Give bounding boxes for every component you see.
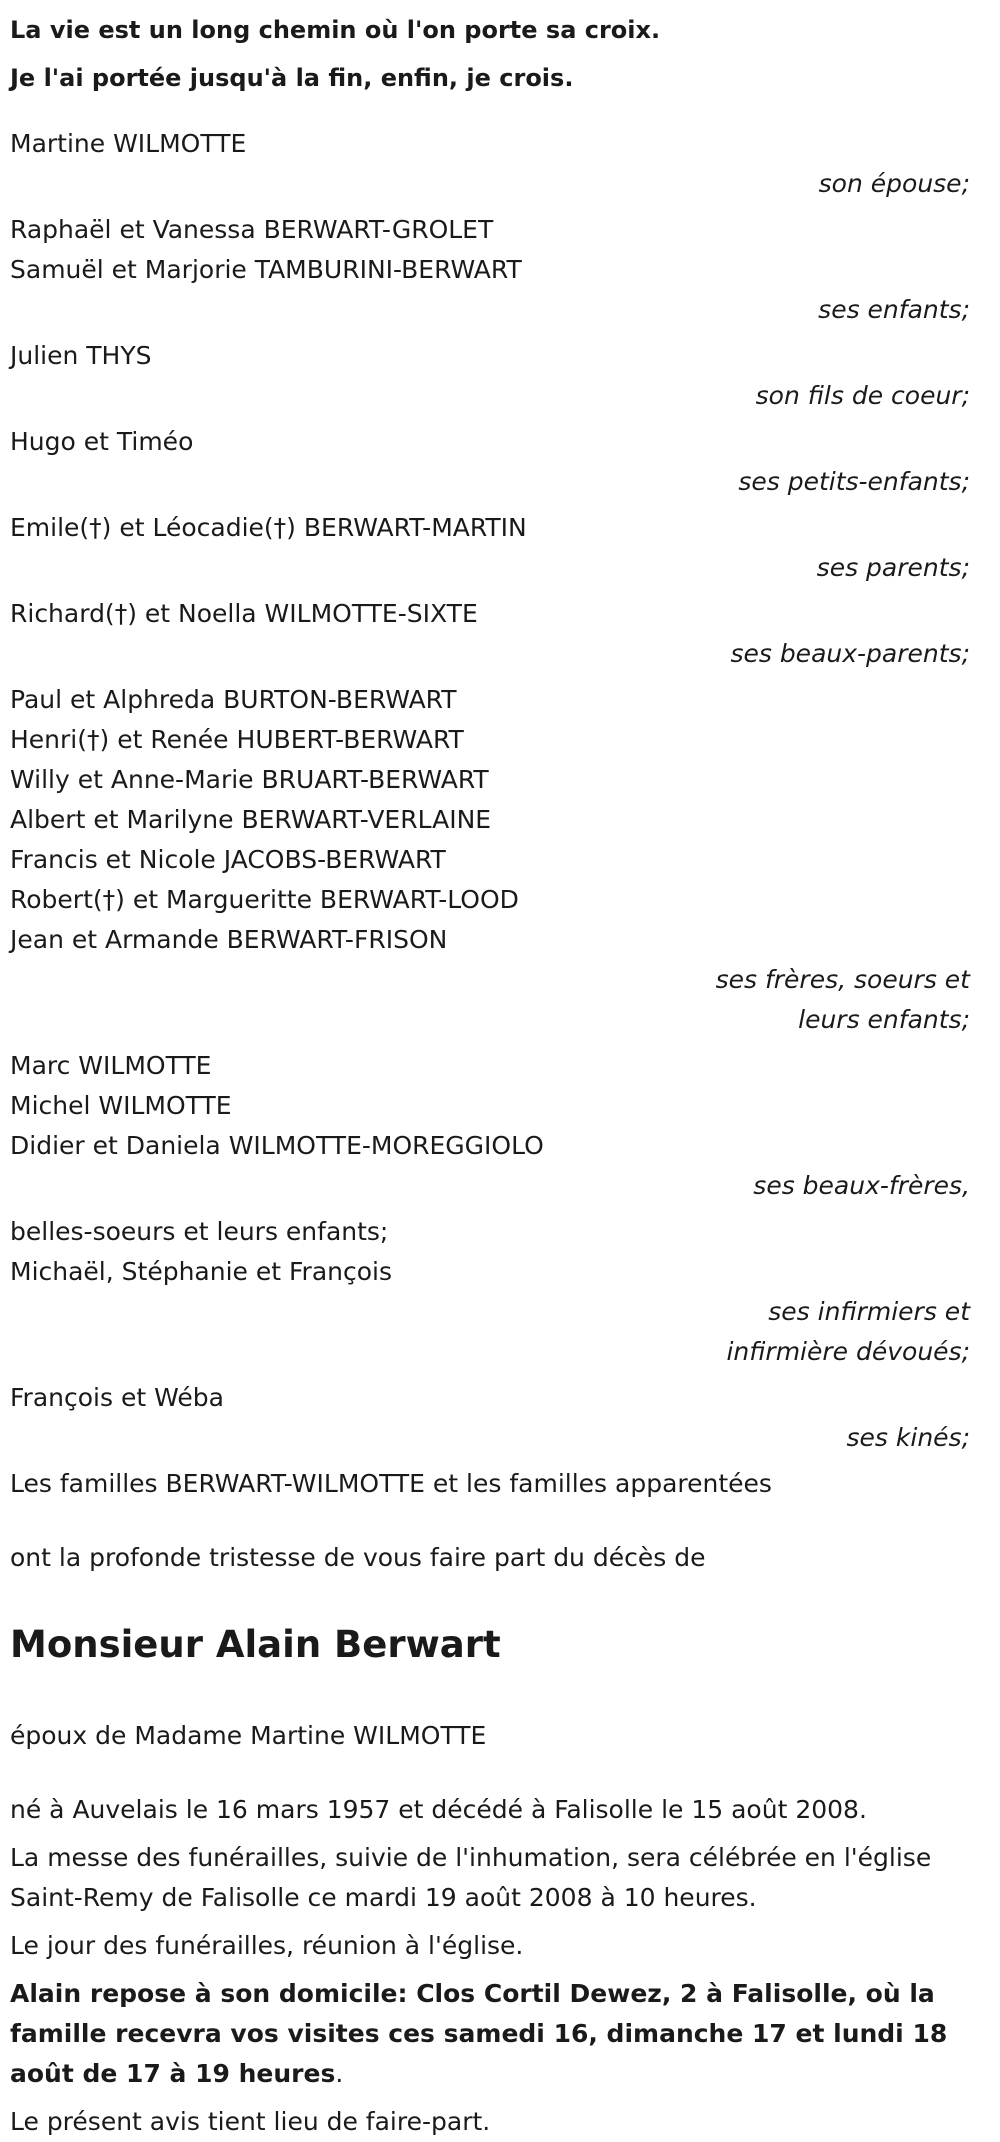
relation-label: ses beaux-frères, — [753, 1171, 970, 1200]
relation-label: ses parents; — [816, 553, 970, 582]
relation-label: ses enfants; — [818, 295, 970, 324]
family-member-name: Julien THYS — [10, 341, 152, 370]
family-group — [10, 1212, 970, 1372]
rest-place-text: Alain repose à son domicile: Clos Cortil Dewez, 2 à Falisolle, où la famille recevra vos visites ces samedi 16, dimanche 17 et lundi 18 août de 17 à 19 heures — [10, 1979, 948, 2088]
relation-label: ses beaux-parents; — [730, 639, 970, 668]
family-group — [10, 124, 970, 204]
relation-label: infirmière dévoués; — [726, 1337, 970, 1366]
deceased-name: Monsieur Alain Berwart — [10, 1623, 501, 1666]
family-member-name: François et Wéba — [10, 1383, 224, 1412]
family-member-name: Albert et Marilyne BERWART-VERLAINE — [10, 805, 492, 834]
family-member-name: Samuël et Marjorie TAMBURINI-BERWART — [10, 255, 522, 284]
birth-death-line: né à Auvelais le 16 mars 1957 et décédé à Falisolle le 15 août 2008. — [10, 1795, 867, 1824]
family-list — [10, 124, 970, 1458]
family-group — [10, 422, 970, 502]
relation-label: son épouse; — [818, 169, 970, 198]
poem — [10, 6, 970, 102]
family-member-name: Willy et Anne-Marie BRUART-BERWART — [10, 765, 489, 794]
announcement: ont la profonde tristesse de vous faire part du décès de — [10, 1543, 706, 1572]
family-member-name: Richard(†) et Noella WILMOTTE-SIXTE — [10, 599, 478, 628]
relation-label: ses kinés; — [846, 1423, 970, 1452]
rest-place-period: . — [335, 2059, 344, 2088]
notice: Le présent avis tient lieu de faire-part. — [10, 2107, 491, 2136]
family-member-name: Michel WILMOTTE — [10, 1091, 232, 1120]
family-member-name: Emile(†) et Léocadie(†) BERWART-MARTIN — [10, 513, 527, 542]
poem-line-1: La vie est un long chemin où l'on porte sa croix. — [10, 16, 661, 44]
family-member-name: Raphaël et Vanessa BERWART-GROLET — [10, 215, 494, 244]
relation-label: ses frères, soeurs et — [715, 965, 970, 994]
family-member-name: Martine WILMOTTE — [10, 129, 247, 158]
family-member-name: Jean et Armande BERWART-FRISON — [10, 925, 448, 954]
relation-label: ses infirmiers et — [768, 1297, 970, 1326]
spouse-line: époux de Madame Martine WILMOTTE — [10, 1721, 487, 1750]
family-member-name: Paul et Alphreda BURTON-BERWART — [10, 685, 457, 714]
family-group — [10, 508, 970, 588]
family-member-name: Didier et Daniela WILMOTTE-MOREGGIOLO — [10, 1131, 544, 1160]
rest-place-info — [10, 1974, 970, 2094]
relation-label: leurs enfants; — [798, 1005, 970, 1034]
family-member-name: belles-soeurs et leurs enfants; — [10, 1217, 389, 1246]
family-member-name: Marc WILMOTTE — [10, 1051, 212, 1080]
poem-line-2: Je l'ai portée jusqu'à la fin, enfin, je crois. — [10, 64, 574, 92]
families-line: Les familles BERWART-WILMOTTE et les familles apparentées — [10, 1469, 772, 1498]
family-member-name: Henri(†) et Renée HUBERT-BERWART — [10, 725, 464, 754]
relation-label: ses petits-enfants; — [738, 467, 970, 496]
family-member-name: Michaël, Stéphanie et François — [10, 1257, 392, 1286]
family-group — [10, 1378, 970, 1458]
family-group — [10, 680, 970, 1040]
family-group — [10, 1046, 970, 1206]
family-group — [10, 594, 970, 674]
family-group — [10, 210, 970, 330]
meeting-info: Le jour des funérailles, réunion à l'église. — [10, 1931, 524, 1960]
funeral-info: La messe des funérailles, suivie de l'inhumation, sera célébrée en l'église Saint-Remy de Falisolle ce mardi 19 août 2008 à 10 heures. — [10, 1843, 932, 1912]
family-member-name: Francis et Nicole JACOBS-BERWART — [10, 845, 446, 874]
family-group — [10, 336, 970, 416]
family-member-name: Robert(†) et Margueritte BERWART-LOOD — [10, 885, 519, 914]
relation-label: son fils de coeur; — [755, 381, 970, 410]
family-member-name: Hugo et Timéo — [10, 427, 194, 456]
